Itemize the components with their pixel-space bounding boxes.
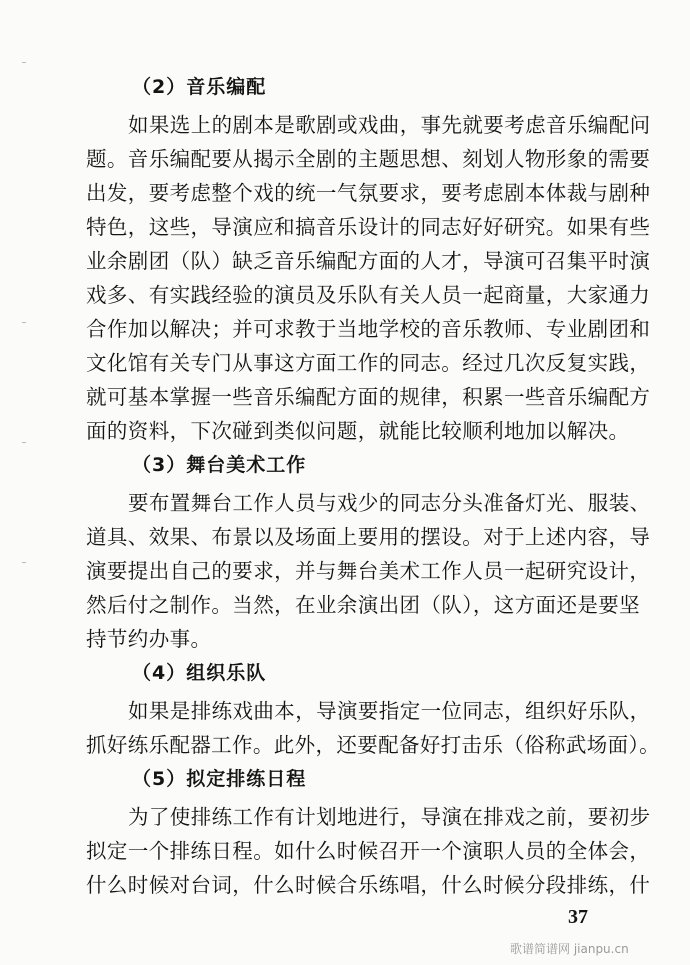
watermark: 歌谱简谱网 jianpu.cn — [510, 942, 629, 956]
text-line: 持节约办事。 — [86, 627, 212, 651]
scan-mark — [22, 562, 26, 563]
page-number: 37 — [568, 906, 588, 928]
text-line: 如果是排练戏曲本，导演要指定一位同志，组织好乐队， — [128, 699, 651, 723]
text-line: 道具、效果、布景以及场面上要用的摆设。对于上述内容，导 — [86, 525, 651, 549]
text-line: 题。音乐编配要从揭示全剧的主题思想、刻划人物形象的需要 — [86, 147, 651, 171]
text-line: 戏多、有实践经验的演员及乐队有关人员一起商量，大家通力 — [86, 283, 651, 307]
text-line: 业余剧团（队）缺乏音乐编配方面的人才，导演可召集平时演 — [86, 249, 651, 273]
section-heading: （4）组织乐队 — [132, 662, 267, 684]
text-line: 然后付之制作。当然，在业余演出团（队），这方面还是要坚 — [86, 593, 641, 617]
text-line: 面的资料，下次碰到类似问题，就能比较顺利地加以解决。 — [86, 419, 630, 443]
section-heading: （2）音乐编配 — [132, 76, 267, 98]
text-line: 文化馆有关专门从事这方面工作的同志。经过几次反复实践， — [86, 351, 651, 375]
text-line: 为了使排练工作有计划地进行，导演在排戏之前，要初步 — [128, 805, 651, 829]
section-heading: （3）舞台美术工作 — [132, 454, 307, 476]
scan-mark — [22, 62, 26, 63]
text-line: 抓好练乐配器工作。此外，还要配备好打击乐（俗称武场面）。 — [86, 733, 660, 757]
text-line: 要布置舞台工作人员与戏少的同志分头准备灯光、服装、 — [128, 491, 651, 515]
scan-mark — [22, 442, 26, 443]
text-line: 特色，这些，导演应和搞音乐设计的同志好好研究。如果有些 — [86, 215, 651, 239]
text-line: 什么时候对台词，什么时候合乐练唱，什么时候分段排练，什 — [86, 873, 651, 897]
text-line: 演要提出自己的要求，并与舞台美术工作人员一起研究设计， — [86, 559, 651, 583]
text-line: 就可基本掌握一些音乐编配方面的规律，积累一些音乐编配方 — [86, 385, 651, 409]
text-line: 拟定一个排练日程。如什么时候召开一个演职人员的全体会， — [86, 839, 651, 863]
text-line: 如果选上的剧本是歌剧或戏曲，事先就要考虑音乐编配问 — [128, 113, 651, 137]
text-line: 出发，要考虑整个戏的统一气氛要求，要考虑剧本体裁与剧种 — [86, 181, 651, 205]
section-heading: （5）拟定排练日程 — [132, 768, 307, 790]
scan-mark — [22, 322, 26, 323]
text-line: 合作加以解决；并可求教于当地学校的音乐教师、专业剧团和 — [86, 317, 651, 341]
